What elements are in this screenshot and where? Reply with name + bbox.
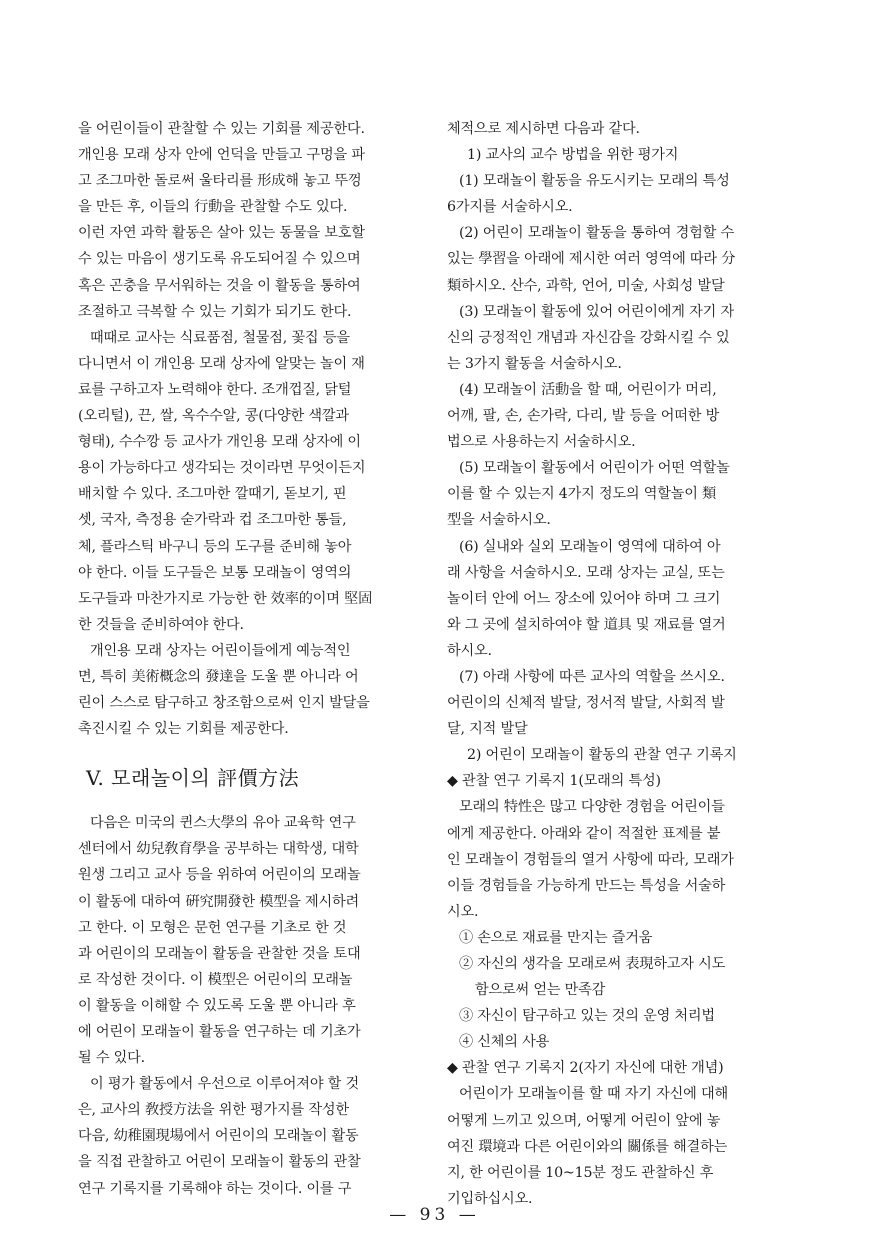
text-line: 이들 경험들을 가능하게 만드는 특성을 서술하 [447,877,726,894]
text-line: 이 활동을 이해할 수 있도록 도울 뿐 아니라 후 [78,997,356,1014]
spacer [78,742,424,762]
text-line: 법으로 사용하는지 서술하시오. [447,434,636,451]
section-heading: V. 모래놀이의 評價方法 [86,766,300,791]
text-line: 래 사항을 서술하시오. 모래 상자는 교실, 또는 [447,564,725,581]
text-line: 은, 교사의 敎授方法을 위한 평가지를 작성한 [78,1102,349,1119]
text-line: 에게 제공한다. 아래와 같이 적절한 표제를 붙 [447,825,721,842]
text-line: 때때로 교사는 식료품점, 철물점, 꽃집 등을 [90,329,350,346]
text-line: ④ 신체의 사용 [459,1034,550,1051]
text-line: 型을 서술하시오. [447,512,551,529]
text-line: 이를 할 수 있는지 4가지 정도의 역할놀이 類 [447,486,717,503]
paragraph-evaluation [78,1071,424,1201]
text-line: 다니면서 이 개인용 모래 상자에 알맞는 놀이 재 [78,355,365,372]
text-line: 원생 그리고 교사 등을 위하여 어린이의 모래놀 [78,867,361,884]
right-column [447,116,811,1212]
text-line: 에 어린이 모래놀이 활동을 연구하는 데 기초가 [78,1024,361,1040]
text-line: 체적으로 제시하면 다음과 같다. [447,121,640,137]
text-line: 1) 교사의 교수 방법을 위한 평가지 [467,147,679,164]
page-number: — 93 — [389,1205,480,1225]
text-line: 배치할 수 있다. 조그마한 깔때기, 돋보기, 핀 [78,486,347,503]
text-line: ◆ 관찰 연구 기록지 2(자기 자신에 대한 개념) [447,1060,724,1077]
text-line: 어린이가 모래놀이를 할 때 자기 자신에 대해 [459,1086,728,1103]
text-line: 다음은 미국의 퀸스大學의 유아 교육학 연구 [90,815,356,832]
text-line: 과 어린이의 모래놀이 활동을 관찰한 것을 토대 [78,945,361,962]
text-line: 셋, 국자, 측정용 숟가락과 컵 조그마한 통들, [78,512,347,529]
text-line: 체, 플라스틱 바구니 등의 도구를 준비해 놓아 [78,538,352,555]
text-line: 지, 한 어린이를 10~15분 정도 관찰하신 후 [447,1164,714,1181]
text-line: 하시오. [447,642,492,659]
text-line: 놀이터 안에 어느 장소에 있어야 하며 그 크기 [447,590,721,607]
spacer [78,794,424,810]
text-line: 어린이의 신체적 발달, 정서적 발달, 사회적 발 [447,695,725,712]
text-line: 이 평가 활동에서 우선으로 이루어져야 할 것 [90,1076,359,1093]
text-line: ◆ 관찰 연구 기록지 1(모래의 특성) [447,773,661,790]
text-line: 다음, 幼稚園現場에서 어린이의 모래놀이 활동 [78,1128,359,1145]
text-line: (4) 모래놀이 活動을 할 때, 어린이가 머리, [459,381,717,398]
text-line: 고 한다. 이 모형은 문헌 연구를 기초로 한 것 [78,919,347,936]
text-line: 고 조그마한 돌로써 울타리를 形成해 놓고 뚜껑 [78,173,362,190]
text-line: ③ 자신이 탐구하고 있는 것의 운영 처리법 [459,1008,715,1025]
text-line: 조절하고 극복할 수 있는 기회가 되기도 한다. [78,303,352,320]
text-line: (오리털), 끈, 쌀, 옥수수알, 콩(다양한 색깔과 [78,408,349,425]
text-line: 는 3가지 활동을 서술하시오. [447,355,622,372]
text-line: 2) 어린이 모래놀이 활동의 관찰 연구 기록지 [467,747,737,764]
text-line: (2) 어린이 모래놀이 활동을 통하여 경험할 수 [459,225,734,242]
paragraph-intro [78,116,424,325]
text-line: 있는 學習을 아래에 제시한 여러 영역에 따라 分 [447,251,736,268]
text-line: 될 수 있다. [78,1050,145,1067]
text-line: (7) 아래 사항에 따른 교사의 역할을 쓰시오. [459,668,725,685]
text-line: 인 모래놀이 경험들의 열거 사항에 따라, 모래가 [447,851,734,868]
text-line: 을 직접 관찰하고 어린이 모래놀이 활동의 관찰 [78,1154,361,1171]
text-line: 수 있는 마음이 생기도록 유도되어질 수 있으며 [78,251,361,268]
text-line: (5) 모래놀이 활동에서 어린이가 어떤 역할놀 [459,460,730,477]
left-column [78,116,424,1202]
text-line: 이 활동에 대하여 硏究開發한 模型을 제시하려 [78,893,360,910]
text-line: 함으로써 얻는 만족감 [475,982,606,999]
text-line: 도구들과 마찬가지로 가능한 한 效率的이며 堅固 [78,590,373,607]
paragraph-art [78,638,424,742]
text-line: 어떻게 느끼고 있으며, 어떻게 어린이 앞에 놓 [447,1112,721,1129]
text-line: 한 것들을 준비하여야 한다. [78,616,244,633]
text-line: 이런 자연 과학 활동은 살아 있는 동물을 보호할 [78,225,365,242]
text-line: 로 작성한 것이다. 이 模型은 어린이의 모래놀 [78,971,353,988]
text-line: 야 한다. 이들 도구들은 보통 모래놀이 영역의 [78,564,352,581]
text-line: 개인용 모래 상자는 어린이들에게 예능적인 [90,642,351,659]
paragraph-model [78,810,424,1071]
text-line: (6) 실내와 실외 모래놀이 영역에 대하여 아 [459,538,721,555]
text-line: 달, 지적 발달 [447,721,528,738]
text-line: (3) 모래놀이 활동에 있어 어린이에게 자기 자 [459,303,734,320]
text-line: 형태), 수수깡 등 교사가 개인용 모래 상자에 이 [78,434,361,451]
text-line: ① 손으로 재료를 만지는 즐거움 [459,929,653,946]
text-line: 어깨, 팔, 손, 손가락, 다리, 발 등을 어떠한 방 [447,408,720,425]
text-line: 신의 긍정적인 개념과 자신감을 강화시킬 수 있 [447,329,730,346]
text-line: 와 그 곳에 설치하여야 할 道具 및 재료를 열거 [447,616,726,633]
text-line: 면, 특히 美術概念의 發達을 도울 뿐 아니라 어 [78,668,359,685]
text-line: 여진 環境과 다른 어린이와의 關係를 해결하는 [447,1138,728,1155]
text-line: 용이 가능하다고 생각되는 것이라면 무엇이든지 [78,460,366,477]
text-line: 을 만든 후, 이들의 行動을 관찰할 수도 있다. [78,199,348,216]
text-line: 연구 기록지를 기록해야 하는 것이다. 이를 구 [78,1180,352,1197]
text-line: 린이 스스로 탐구하고 창조함으로써 인지 발달을 [78,695,370,712]
text-line: 을 어린이들이 관찰할 수 있는 기회를 제공한다. [78,121,365,137]
text-line: 촉진시킬 수 있는 기회를 제공한다. [78,721,289,738]
text-line: 모래의 特性은 많고 다양한 경험을 어린이들 [459,799,725,816]
text-line: (1) 모래놀이 활동을 유도시키는 모래의 특성 [459,173,730,190]
text-line: 기입하십시오. [447,1190,533,1207]
paragraph-materials [78,325,424,638]
text-line: 혹은 곤충을 무서워하는 것을 이 활동을 통하여 [78,277,361,294]
text-line: 개인용 모래 상자 안에 언덕을 만들고 구멍을 파 [78,147,365,164]
text-line: 6가지를 서술하시오. [447,199,573,216]
text-line: 시오. [447,903,479,920]
right-column-text [447,116,811,1212]
text-line: ② 자신의 생각을 모래로써 表現하고자 시도 [459,956,726,972]
text-line: 료를 구하고자 노력해야 한다. 조개껍질, 닭털 [78,381,352,398]
text-line: 센터에서 幼兒敎育學을 공부하는 대학생, 대학 [78,841,359,858]
text-line: 類하시오. 산수, 과학, 언어, 미술, 사회성 발달 [447,277,725,294]
